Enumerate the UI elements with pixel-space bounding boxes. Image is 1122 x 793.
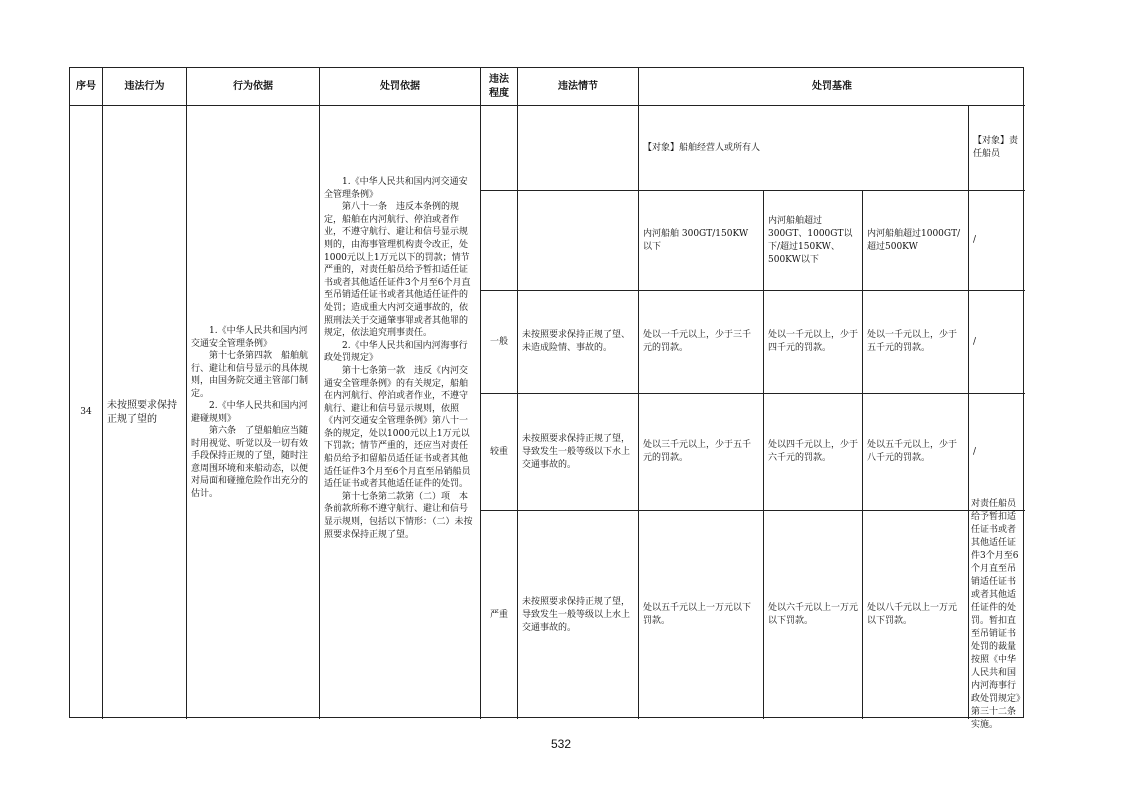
header-circumstance: 违法情节 xyxy=(518,68,639,106)
row-seq: 34 xyxy=(70,106,103,719)
row-penalty-basis: 1.《中华人民共和国内河交通安全管理条例》 第八十一条 违反本条例的规定，船舶在内河航行、停泊或者作业，不遵守航行、避让和信号显示规则的，由海事管理机构责令改正，处1000元以上1万元以下的罚款；情节严重的，对责任船员给予暂扣适任证书或者其他适任证件3个月至6个月直至吊销适任证书或者其他适任证件的处罚；造成重大内河交通事故的，依照刑法关于交通肇事罪或者其他罪的规定，依法追究刑事责任。 2.《中华人民共和国内河海事行政处罚规定》 第十七条第一款 违反《内河交通安全管理条例》的有关规定，船舶在内河航行、停泊或者作业，不遵守航行、避让和信号显示规则，依照《内河交通安全管理条例》第八十一条的规定，处以1000元以上1万元以下罚款；情节严重的，还应当对责任船员给予扣留船员适任证书或者其他适任证件3个月至6个月直至吊销船员适任证书或者其他适任证件的处罚。 第十七条第二款第（二）项 本条前款所称不遵守航行、避让和信号显示规则，包括以下情形：（二）未按照要求保持正规了望。 xyxy=(320,106,481,719)
header-penalty-standard: 处罚基准 xyxy=(639,68,1025,106)
degree-general: 一般 xyxy=(481,291,518,394)
penalty-general-crew: / xyxy=(969,291,1025,394)
penalty-severe-small: 处以五千元以上一万元以下罚款。 xyxy=(639,511,764,719)
penalty-severe-large: 处以八千元以上一万元以下罚款。 xyxy=(863,511,969,719)
header-seq: 序号 xyxy=(70,68,103,106)
circumstance-serious: 未按照要求保持正规了望，导致发生一般等级以下水上交通事故的。 xyxy=(518,394,639,511)
row-behavior-basis: 1.《中华人民共和国内河交通安全管理条例》 第十七条第四款 船舶航行、避让和信号显示的具体规则，由国务院交通主管部门制定。 2.《中华人民共和国内河避碰规则》 第六条 了望船舶应当随时用视觉、听觉以及一切有效手段保持正规的了望，随时注意周围环境和来船动态，以便对局面和碰撞危险作出充分的估计。 xyxy=(187,106,320,719)
degree-blank-2 xyxy=(481,191,518,291)
tonnage-large: 内河船舶超过1000GT/超过500KW xyxy=(863,191,969,291)
penalty-table xyxy=(69,67,1024,730)
penalty-general-large: 处以一千元以上，少于五千元的罚款。 xyxy=(863,291,969,394)
penalty-serious-crew: / xyxy=(969,394,1025,511)
row-violation: 未按照要求保持 正规了望的 xyxy=(103,106,187,719)
circumstance-severe: 未按照要求保持正规了望，导致发生一般等级以上水上交通事故的。 xyxy=(518,511,639,719)
penalty-severe-crew: 对责任船员给予暂扣适任证书或者其他适任证件3个月至6个月直至吊销适任证书或者其他适任证件的处罚。暂扣直至吊销证书处罚的裁量按照《中华人民共和国内河海事行政处罚规定》第三十二条实施。 xyxy=(971,499,1021,730)
target-owner: 【对象】船舶经营人或所有人 xyxy=(639,106,969,191)
header-violation: 违法行为 xyxy=(103,68,187,106)
degree-severe: 严重 xyxy=(481,511,518,719)
tonnage-medium: 内河船舶超过300GT、1000GT以下/超过150KW、500KW以下 xyxy=(764,191,863,291)
penalty-severe-medium: 处以六千元以上一万元以下罚款。 xyxy=(764,511,863,719)
header-behavior-basis: 行为依据 xyxy=(187,68,320,106)
degree-serious: 较重 xyxy=(481,394,518,511)
penalty-general-small: 处以一千元以上，少于三千元的罚款。 xyxy=(639,291,764,394)
circumstance-blank-2 xyxy=(518,191,639,291)
penalty-serious-small: 处以三千元以上，少于五千元的罚款。 xyxy=(639,394,764,511)
tonnage-crew: / xyxy=(969,191,1025,291)
header-degree: 违法 程度 xyxy=(481,68,518,106)
target-crew: 【对象】责任船员 xyxy=(969,106,1025,191)
degree-blank-1 xyxy=(481,106,518,191)
tonnage-small: 内河船舶 300GT/150KW 以下 xyxy=(639,191,764,291)
circumstance-general: 未按照要求保持正规了望、未造成险情、事故的。 xyxy=(518,291,639,394)
page-number: 532 xyxy=(550,737,572,751)
header-penalty-basis: 处罚依据 xyxy=(320,68,481,106)
penalty-serious-large: 处以五千元以上，少于八千元的罚款。 xyxy=(863,394,969,511)
penalty-serious-medium: 处以四千元以上，少于六千元的罚款。 xyxy=(764,394,863,511)
penalty-general-medium: 处以一千元以上，少于四千元的罚款。 xyxy=(764,291,863,394)
circumstance-blank-1 xyxy=(518,106,639,191)
